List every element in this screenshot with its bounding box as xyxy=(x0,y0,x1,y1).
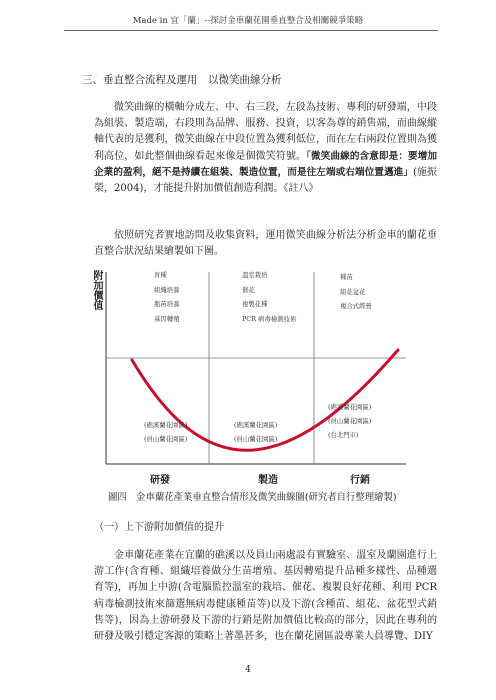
paragraph1-text-a: 微笑曲線的橫軸分成左、中、右三段，左段為技術、專利的研發端，中段為組裝、製造端，右段則為品牌、服務、投資，以客為尊的銷售端，而曲線縱軸代表的是獲利，微笑曲線在中段位置為獲利低位，而在左右兩段位置則為獲利高位，如此整個曲線看起來像是個微笑符號。 xyxy=(94,102,437,162)
page-number: 4 xyxy=(245,665,251,675)
running-header: Made in 宜「蘭」--探討金車蘭花園垂直整合及相關競爭策略 xyxy=(132,16,364,26)
left-location-list xyxy=(144,418,187,446)
right-item: 種苗 xyxy=(340,273,353,281)
figure-caption: 圖四 金車蘭花產業垂直整合情形及微笑曲線圖(研究者自行整理繪製) xyxy=(108,492,397,503)
x-category-manufacturing: 製造 xyxy=(258,475,278,486)
right-location-list xyxy=(328,400,371,442)
left-item: 基因轉殖 xyxy=(154,314,180,323)
x-category-rnd: 研發 xyxy=(150,475,170,486)
middle-item: PCR 病毒檢測技術 xyxy=(242,314,297,323)
section-heading: 三、垂直整合流程及運用 以微笑曲線分析 xyxy=(82,74,282,86)
right-item: 複合式經營 xyxy=(340,302,372,311)
location-item: (礁溪蘭花園區) xyxy=(144,421,188,429)
y-axis-label: 附加價值 xyxy=(91,270,102,310)
middle-item: 複製花種 xyxy=(242,300,268,309)
middle-location-list xyxy=(234,418,277,446)
paragraph1-emphasis: 「微笑曲線的含意即是：要增加企業的盈利，絕不是持續在組裝、製造位置，而是往左端或右端位置邁進」 xyxy=(94,150,438,178)
middle-item: 催花 xyxy=(242,285,255,294)
paragraph3-text-b: 病毒檢測技術來篩選無病毒健康種苗等)以及下游(含種苗、組花、盆花型式銷售等)，因為上游研發及下游的行銷是附加價值比較高的部分，因此在專利的研發及吸引穩定客源的策略上著墨甚多，也在蘭花園區設專業人員導覽、 xyxy=(94,598,437,643)
subsection-heading: （一）上下游附加價值的提升 xyxy=(94,522,224,533)
paragraph3-text-a: 金車蘭花產業在宜蘭的礁溪以及員山兩處設有實驗室、溫室及蘭園進行上游工作(含育種、組織培養做分生苗增殖、基因轉殖提升品種多樣性、品種選育等)，再加上中游(含電腦監控溫室的栽培、催花、複製良好花種、利用 xyxy=(94,550,437,594)
header-rule xyxy=(64,30,438,31)
paragraph-smile-curve-intro xyxy=(94,100,437,197)
right-item: 組花盆花 xyxy=(340,287,366,296)
left-item: 育種 xyxy=(154,271,167,279)
location-item: (礁溪蘭花園區) xyxy=(234,421,278,429)
x-category-marketing: 行銷 xyxy=(350,475,370,486)
left-item: 瓶苗培養 xyxy=(154,300,180,309)
paragraph3-diy: DIY xyxy=(414,631,433,643)
location-item: (員山蘭花園區) xyxy=(144,435,188,443)
middle-item: 溫室栽培 xyxy=(242,271,268,279)
paragraph-analysis-method: 依照研究者實地訪問及收集資料，運用微笑曲線分析法分析金車的蘭花垂直整合狀況結果繪製如下圖。 xyxy=(94,230,437,258)
location-item: (員山蘭花園區) xyxy=(234,435,278,443)
paragraph1-text-b: (施振榮，2004)，才能提升附加價值創造利潤。《註八》 xyxy=(94,166,437,195)
left-item: 組織培養 xyxy=(154,285,180,294)
location-item: (員山蘭花園區) xyxy=(328,417,372,425)
right-segment-items xyxy=(340,270,372,314)
middle-segment-items xyxy=(242,268,296,326)
location-item: (台北門市) xyxy=(328,431,359,439)
left-segment-items xyxy=(154,268,180,326)
location-item: (礁溪蘭花園區) xyxy=(328,403,372,411)
paragraph3-pcr: PCR xyxy=(415,582,437,594)
smile-curve-chart xyxy=(84,268,434,484)
paragraph-value-chain xyxy=(94,548,437,645)
